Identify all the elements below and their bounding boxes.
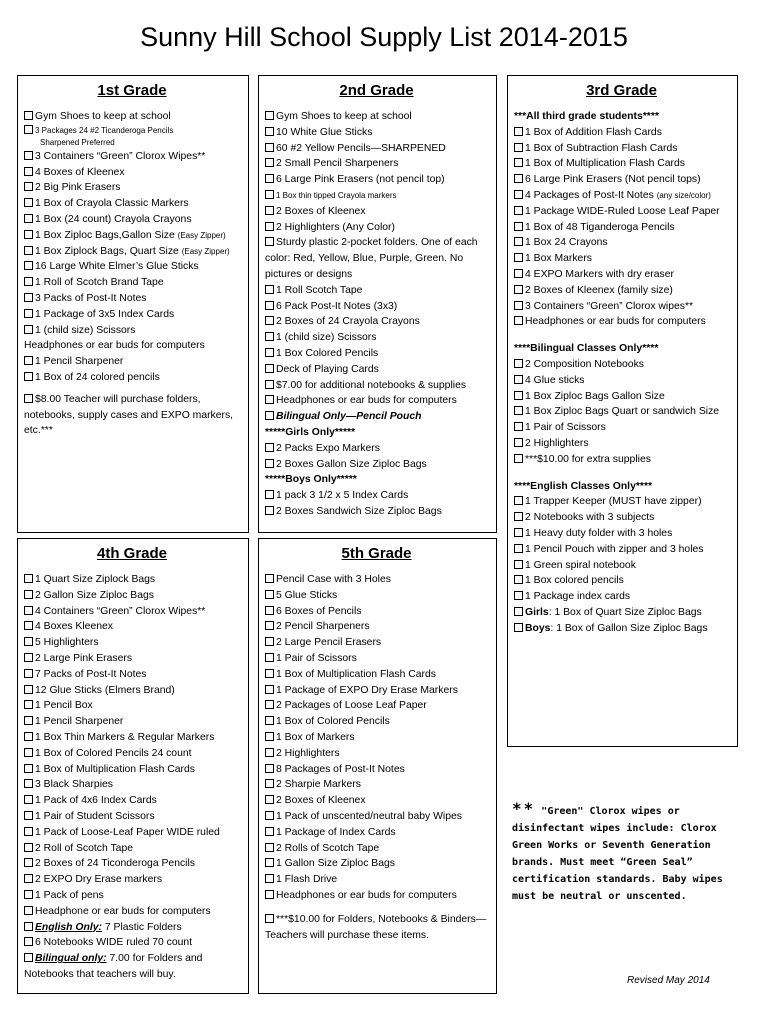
- list-item: 4 Glue sticks: [514, 373, 729, 389]
- boys-header: *****Boys Only*****: [265, 474, 357, 486]
- checkbox[interactable]: [265, 811, 274, 820]
- list-item: 10 White Glue Sticks: [265, 125, 488, 141]
- checkbox[interactable]: [265, 395, 274, 404]
- checkbox[interactable]: [514, 190, 523, 199]
- checkbox[interactable]: [265, 653, 274, 662]
- checkbox[interactable]: [514, 222, 523, 231]
- checkbox[interactable]: [24, 394, 33, 403]
- checkbox[interactable]: [514, 528, 523, 537]
- grade2-box: [258, 75, 497, 533]
- grade5-box: [258, 538, 497, 994]
- list-item: Gym Shoes to keep at school: [24, 109, 240, 125]
- list-item: ***$10.00 for Folders, Notebooks & Binders—Teachers will purchase these items.: [265, 913, 487, 941]
- checkbox[interactable]: [24, 858, 33, 867]
- checkbox[interactable]: [265, 237, 274, 246]
- checkbox[interactable]: [514, 174, 523, 183]
- list-item: 2 Boxes of Kleenex: [265, 204, 488, 220]
- checkbox[interactable]: [514, 544, 523, 553]
- grade4-box: [17, 538, 249, 994]
- list-item: 4 Packages of Post-It Notes (any size/color): [514, 188, 729, 204]
- checkbox[interactable]: [514, 301, 523, 310]
- checkbox[interactable]: [514, 253, 523, 262]
- list-item: 3 Containers “Green” Clorox wipes**: [514, 299, 729, 315]
- checkbox[interactable]: [24, 716, 33, 725]
- checkbox[interactable]: [514, 406, 523, 415]
- checkbox[interactable]: [514, 607, 523, 616]
- checkbox[interactable]: [24, 906, 33, 915]
- checkbox[interactable]: [514, 375, 523, 384]
- checkbox[interactable]: [265, 637, 274, 646]
- checkbox[interactable]: [24, 953, 33, 962]
- checkbox[interactable]: [514, 575, 523, 584]
- checkbox[interactable]: [265, 506, 274, 515]
- list-item: 1 Box of 48 Tiganderoga Pencils: [514, 220, 729, 236]
- checkbox[interactable]: [24, 261, 33, 270]
- list-item: 2 Boxes Gallon Size Ziploc Bags: [265, 457, 488, 473]
- list-item: 1 Pack of 4x6 Index Cards: [24, 793, 240, 809]
- list-item: 1 Flash Drive: [265, 872, 488, 888]
- list-item: 4 EXPO Markers with dry eraser: [514, 267, 729, 283]
- checkbox[interactable]: [265, 459, 274, 468]
- list-item: 2 Boxes of Kleenex: [265, 793, 488, 809]
- checkbox[interactable]: [24, 590, 33, 599]
- list-item: 1 Box of Colored Pencils: [265, 714, 488, 730]
- list-item: Deck of Playing Cards: [265, 362, 488, 378]
- list-item: 2 Large Pink Erasers: [24, 651, 240, 667]
- revised-date: Revised May 2014: [627, 975, 710, 986]
- checkbox[interactable]: [265, 574, 274, 583]
- grade5-heading: 5th Grade: [341, 545, 412, 562]
- list-item: 6 Boxes of Pencils: [265, 604, 488, 620]
- grade1-heading: 1st Grade: [97, 82, 167, 99]
- list-item: 1 (child size) Scissors: [265, 330, 488, 346]
- checkbox[interactable]: [24, 606, 33, 615]
- list-item: 1 Pack of pens: [24, 888, 240, 904]
- checkbox[interactable]: [265, 127, 274, 136]
- checkbox[interactable]: [514, 206, 523, 215]
- list-item: 60 #2 Yellow Pencils—SHARPENED: [265, 141, 488, 157]
- list-item: Headphones or ear buds for computers: [265, 393, 488, 409]
- list-item: 1 Box of Colored Pencils 24 count: [24, 746, 240, 762]
- list-item: Headphone or ear buds for computers: [24, 904, 240, 920]
- checkbox[interactable]: [514, 285, 523, 294]
- checkbox[interactable]: [514, 158, 523, 167]
- list-item: 8 Packages of Post-It Notes: [265, 762, 488, 778]
- list-item: 1 Box Colored Pencils: [265, 346, 488, 362]
- checkbox[interactable]: [514, 454, 523, 463]
- list-item: 2 Gallon Size Ziploc Bags: [24, 588, 240, 604]
- checkbox[interactable]: [265, 685, 274, 694]
- list-item: 1 Box Markers: [514, 251, 729, 267]
- checkbox[interactable]: [24, 198, 33, 207]
- list-item: 7 Packs of Post-It Notes: [24, 667, 240, 683]
- list-item: 1 Box Ziploc Bags,Gallon Size (Easy Zipper): [24, 228, 240, 244]
- all-students-header: ***All third grade students****: [514, 111, 659, 122]
- checkbox[interactable]: [265, 716, 274, 725]
- list-item: 1 Package of 3x5 Index Cards: [24, 307, 240, 323]
- list-item: Bilingual Only—Pencil Pouch: [265, 409, 488, 425]
- checkbox[interactable]: [265, 206, 274, 215]
- list-item: ***$10.00 for extra supplies: [514, 452, 729, 468]
- list-item: 2 Boxes of 24 Crayola Crayons: [265, 314, 488, 330]
- checkbox[interactable]: [265, 795, 274, 804]
- checkbox[interactable]: [265, 285, 274, 294]
- checkbox[interactable]: [514, 623, 523, 632]
- list-item: Sturdy plastic 2-pocket folders. One of each color: Red, Yellow, Blue, Purple, Green. No pictures or designs: [265, 237, 478, 280]
- girls-header: *****Girls Only*****: [265, 426, 356, 438]
- list-item: 1 Pencil Sharpener: [24, 714, 240, 730]
- checkbox[interactable]: [24, 685, 33, 694]
- checkbox[interactable]: [265, 490, 274, 499]
- note-text: "Green" Clorox wipes or disinfectant wipes include: Clorox Green Works or Seventh Generation brands. Must meet “Green Seal” certification standards. Baby wipes must be neutral or unscented.: [512, 806, 723, 902]
- checkbox[interactable]: [24, 151, 33, 160]
- checkbox[interactable]: [265, 332, 274, 341]
- list-item: 2 Packages of Loose Leaf Paper: [265, 698, 488, 714]
- checkbox[interactable]: [265, 874, 274, 883]
- list-item: 12 Glue Sticks (Elmers Brand): [24, 683, 240, 699]
- list-item: 4 Boxes Kleenex: [24, 619, 240, 635]
- checkbox[interactable]: [514, 438, 523, 447]
- list-item: 1 Quart Size Ziplock Bags: [24, 572, 240, 588]
- list-item: 6 Large Pink Erasers (not pencil top): [265, 172, 488, 188]
- checkbox[interactable]: [24, 356, 33, 365]
- checkbox[interactable]: [514, 237, 523, 246]
- checkbox[interactable]: [24, 372, 33, 381]
- checkbox[interactable]: [265, 443, 274, 452]
- checkbox[interactable]: [265, 748, 274, 757]
- list-item: 1 Box of Markers: [265, 730, 488, 746]
- checkbox[interactable]: [514, 560, 523, 569]
- checkbox[interactable]: [514, 269, 523, 278]
- checkbox[interactable]: [24, 827, 33, 836]
- list-item: 2 Sharpie Markers: [265, 777, 488, 793]
- list-item: 1 Package index cards: [514, 589, 729, 605]
- list-item: Headphones or ear buds for computers: [265, 888, 488, 904]
- list-item: 1 Pair of Student Scissors: [24, 809, 240, 825]
- checkbox[interactable]: [265, 732, 274, 741]
- checkbox[interactable]: [24, 653, 33, 662]
- grade3-heading: 3rd Grade: [586, 82, 657, 99]
- list-item: Headphones or ear buds for computers: [514, 314, 729, 330]
- list-item: Boys: 1 Box of Gallon Size Ziploc Bags: [514, 621, 729, 637]
- list-item: 1 Package WIDE-Ruled Loose Leaf Paper: [514, 204, 729, 220]
- list-item: 6 Pack Post-It Notes (3x3): [265, 299, 488, 315]
- list-item: 2 Big Pink Erasers: [24, 180, 240, 196]
- list-item: Bilingual only: 7.00 for Folders and Notebooks that teachers will buy.: [24, 953, 203, 980]
- list-item: 2 EXPO Dry Erase markers: [24, 872, 240, 888]
- bilingual-header: ****Bilingual Classes Only****: [514, 343, 659, 355]
- checkbox[interactable]: [24, 111, 33, 120]
- checkbox[interactable]: [24, 182, 33, 191]
- checkbox[interactable]: [24, 669, 33, 678]
- checkbox[interactable]: [24, 732, 33, 741]
- list-item: 1 Box Ziploc Bags Quart or sandwich Size: [514, 404, 729, 420]
- list-item: 1 Box Ziploc Bags Gallon Size: [514, 389, 729, 405]
- list-item: 2 Boxes Sandwich Size Ziploc Bags: [265, 504, 488, 520]
- checkbox[interactable]: [265, 779, 274, 788]
- checkbox[interactable]: [514, 359, 523, 368]
- checkbox[interactable]: [265, 111, 274, 120]
- checkbox[interactable]: [24, 874, 33, 883]
- list-item: 1 Box of 24 colored pencils: [24, 370, 240, 386]
- list-item: 2 Notebooks with 3 subjects: [514, 510, 729, 526]
- list-item: 5 Glue Sticks: [265, 588, 488, 604]
- list-item: 3 Black Sharpies: [24, 777, 240, 793]
- checkbox[interactable]: [265, 890, 274, 899]
- list-item: 1 Gallon Size Ziploc Bags: [265, 856, 488, 872]
- list-item: 2 Pencil Sharpeners: [265, 619, 488, 635]
- checkbox[interactable]: [24, 811, 33, 820]
- list-item: Pencil Case with 3 Holes: [265, 572, 488, 588]
- checkbox[interactable]: [24, 890, 33, 899]
- checkbox[interactable]: [265, 843, 274, 852]
- list-item: Girls: 1 Box of Quart Size Ziploc Bags: [514, 605, 729, 621]
- checkbox[interactable]: [265, 700, 274, 709]
- list-item: 2 Roll of Scotch Tape: [24, 841, 240, 857]
- list-item: 1 Package of EXPO Dry Erase Markers: [265, 683, 488, 699]
- list-item: 1 Roll Scotch Tape: [265, 283, 488, 299]
- checkbox[interactable]: [265, 364, 274, 373]
- checkbox[interactable]: [265, 143, 274, 152]
- checkbox[interactable]: [24, 843, 33, 852]
- list-item: 1 Pack of unscented/neutral baby Wipes: [265, 809, 488, 825]
- list-item: 1 (child size) Scissors: [24, 323, 240, 339]
- list-item: 2 Rolls of Scotch Tape: [265, 841, 488, 857]
- checkbox[interactable]: [514, 512, 523, 521]
- list-item: 1 Pair of Scissors: [514, 420, 729, 436]
- checkbox[interactable]: [265, 764, 274, 773]
- grade1-box: [17, 75, 249, 533]
- checkbox[interactable]: [514, 496, 523, 505]
- checkbox[interactable]: [265, 858, 274, 867]
- checkbox[interactable]: [265, 380, 274, 389]
- checkbox[interactable]: [24, 309, 33, 318]
- checkbox[interactable]: [265, 316, 274, 325]
- list-item: 2 Composition Notebooks: [514, 357, 729, 373]
- checkbox[interactable]: [24, 230, 33, 239]
- checkbox[interactable]: [24, 764, 33, 773]
- checkbox[interactable]: [24, 779, 33, 788]
- checkbox[interactable]: [265, 158, 274, 167]
- list-item: 2 Boxes of 24 Ticonderoga Pencils: [24, 856, 240, 872]
- checkbox[interactable]: [265, 190, 274, 199]
- note-stars: **: [512, 799, 536, 818]
- list-item: 1 Box of Addition Flash Cards: [514, 125, 729, 141]
- checkbox[interactable]: [514, 316, 523, 325]
- list-item: 1 Box of Multiplication Flash Cards: [514, 156, 729, 172]
- green-wipes-note: [512, 800, 734, 905]
- list-item: 2 Packs Expo Markers: [265, 441, 488, 457]
- checkbox[interactable]: [265, 301, 274, 310]
- list-item: 3 Containers “Green” Clorox Wipes**: [24, 149, 240, 165]
- grade4-heading: 4th Grade: [96, 545, 168, 562]
- checkbox[interactable]: [265, 669, 274, 678]
- list-item: 2 Highlighters: [265, 746, 488, 762]
- list-item: 1 Package of Index Cards: [265, 825, 488, 841]
- list-item: 1 Pencil Box: [24, 698, 240, 714]
- checkbox[interactable]: [514, 422, 523, 431]
- checkbox[interactable]: [265, 348, 274, 357]
- list-item: 1 Roll of Scotch Brand Tape: [24, 275, 240, 291]
- list-item: 1 Box colored pencils: [514, 573, 729, 589]
- list-item: 16 Large White Elmer’s Glue Sticks: [24, 259, 240, 275]
- list-item: 1 Pack of Loose-Leaf Paper WIDE ruled: [24, 825, 240, 841]
- checkbox[interactable]: [265, 411, 274, 420]
- checkbox[interactable]: [24, 325, 33, 334]
- pencils-note: Sharpened Preferred: [40, 137, 115, 147]
- list-item: 2 Highlighters (Any Color): [265, 220, 488, 236]
- checkbox[interactable]: [265, 914, 274, 923]
- checkbox[interactable]: [24, 621, 33, 630]
- checkbox[interactable]: [514, 127, 523, 136]
- checkbox[interactable]: [24, 125, 33, 134]
- checkbox[interactable]: [265, 590, 274, 599]
- list-item: 4 Containers “Green” Clorox Wipes**: [24, 604, 240, 620]
- list-item: 1 Heavy duty folder with 3 holes: [514, 526, 729, 542]
- grade2-heading: 2nd Grade: [339, 82, 414, 99]
- checkbox[interactable]: [24, 167, 33, 176]
- list-item: 5 Highlighters: [24, 635, 240, 651]
- page-title: Sunny Hill School Supply List 2014-2015: [140, 22, 628, 52]
- list-item: 1 Box of Multiplication Flash Cards: [24, 762, 240, 778]
- checkbox[interactable]: [24, 748, 33, 757]
- checkbox[interactable]: [24, 700, 33, 709]
- list-item: 2 Large Pencil Erasers: [265, 635, 488, 651]
- list-item: 1 Box Ziplock Bags, Quart Size (Easy Zipper): [24, 244, 240, 260]
- grade3-box: [507, 75, 738, 747]
- list-item: 1 Box of Crayola Classic Markers: [24, 196, 240, 212]
- checkbox[interactable]: [24, 293, 33, 302]
- list-item: English Only: 7 Plastic Folders: [24, 920, 240, 936]
- checkbox[interactable]: [24, 277, 33, 286]
- checkbox[interactable]: [24, 937, 33, 946]
- checkbox[interactable]: [24, 795, 33, 804]
- list-item: $7.00 for additional notebooks & supplies: [265, 378, 488, 394]
- checkbox[interactable]: [24, 637, 33, 646]
- checkbox[interactable]: [24, 574, 33, 583]
- list-item: Gym Shoes to keep at school: [265, 109, 488, 125]
- checkbox[interactable]: [24, 246, 33, 255]
- list-item: 1 pack 3 1/2 x 5 Index Cards: [265, 488, 488, 504]
- checkbox[interactable]: [514, 391, 523, 400]
- list-item: Headphones or ear buds for computers: [24, 340, 205, 352]
- list-item: 2 Small Pencil Sharpeners: [265, 156, 488, 172]
- list-item: 2 Boxes of Kleenex (family size): [514, 283, 729, 299]
- list-item: 6 Large Pink Erasers (Not pencil tops): [514, 172, 729, 188]
- list-item: 1 Box of Multiplication Flash Cards: [265, 667, 488, 683]
- checkbox[interactable]: [514, 591, 523, 600]
- list-item: 2 Highlighters: [514, 436, 729, 452]
- checkbox[interactable]: [265, 606, 274, 615]
- list-item: 1 Box Thin Markers & Regular Markers: [24, 730, 240, 746]
- checkbox[interactable]: [265, 222, 274, 231]
- list-item: 1 Trapper Keeper (MUST have zipper): [514, 494, 729, 510]
- list-item: 1 Pair of Scissors: [265, 651, 488, 667]
- list-item: 4 Boxes of Kleenex: [24, 165, 240, 181]
- list-item: 1 Box of Subtraction Flash Cards: [514, 141, 729, 157]
- checkbox[interactable]: [514, 143, 523, 152]
- english-header: ****English Classes Only****: [514, 480, 653, 492]
- list-item: 1 Box 24 Crayons: [514, 235, 729, 251]
- list-item: 1 Pencil Pouch with zipper and 3 holes: [514, 542, 729, 558]
- checkbox[interactable]: [265, 621, 274, 630]
- list-item: 3 Packs of Post-It Notes: [24, 291, 240, 307]
- list-item: $8.00 Teacher will purchase folders, notebooks, supply cases and EXPO markers, etc.***: [24, 393, 234, 437]
- list-item: 1 Pencil Sharpener: [24, 354, 240, 370]
- list-item: 1 Box (24 count) Crayola Crayons: [24, 212, 240, 228]
- checkbox[interactable]: [24, 922, 33, 931]
- list-item: 3 Packages 24 #2 Ticanderoga Pencils: [24, 125, 240, 137]
- list-item: 6 Notebooks WIDE ruled 70 count: [24, 935, 240, 951]
- checkbox[interactable]: [24, 214, 33, 223]
- list-item: 1 Green spiral notebook: [514, 558, 729, 574]
- list-item: 1 Box thin tipped Crayola markers: [265, 188, 488, 204]
- checkbox[interactable]: [265, 827, 274, 836]
- checkbox[interactable]: [265, 174, 274, 183]
